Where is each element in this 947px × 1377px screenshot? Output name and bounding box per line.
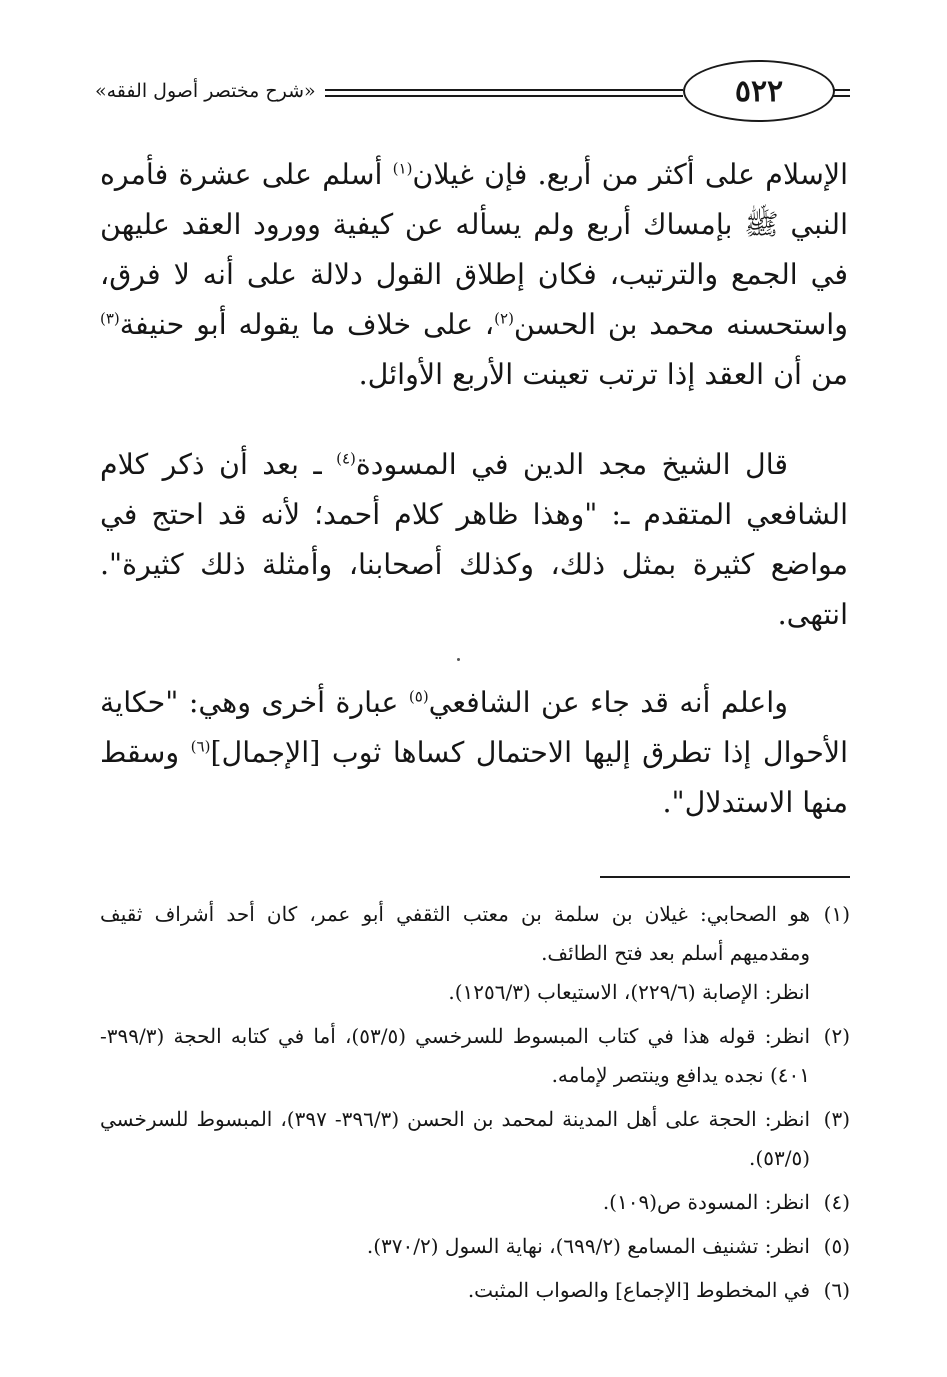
footnote-ref-6[interactable]: (٦) xyxy=(190,737,211,756)
text-run: ـ بعد أن ذكر كلام الشافعي المتقدم ـ: "وهذا ظاهر كلام أحمد؛ لأنه قد احتج في مواضع كثيرة بمثل ذلك، وكذلك أصحابنا، وأمثلة ذلك كثيرة". انتهى. xyxy=(100,448,848,631)
text-run: ، على خلاف ما يقوله أبو حنيفة xyxy=(119,308,495,341)
footnote-2 xyxy=(100,1017,850,1095)
footnote-line: هو الصحابي: غيلان بن سلمة بن معتب الثقفي أبو عمر، كان أحد أشراف ثقيف ومقدميهم أسلم بعد فتح الطائف. xyxy=(100,902,810,965)
footnote-number: (٥) xyxy=(823,1234,850,1258)
footnote-5 xyxy=(100,1227,850,1266)
footnote-line: انظر: تشنيف المسامع (٦٩٩/٢)، نهاية السول (٣٧٠/٢). xyxy=(366,1234,810,1258)
footnote-ref-5[interactable]: (٥) xyxy=(408,687,429,706)
footnote-ref-1[interactable]: (١) xyxy=(392,159,413,178)
paragraph-gap xyxy=(100,400,848,440)
scan-speck xyxy=(457,658,460,661)
text-run: واعلم أنه قد جاء عن الشافعي xyxy=(428,686,788,719)
footnote-number: (٤) xyxy=(823,1190,850,1214)
paragraph-3 xyxy=(100,678,848,828)
paragraph-1 xyxy=(100,150,848,400)
footnote-number: (٢) xyxy=(823,1024,850,1048)
paragraph-gap xyxy=(100,640,848,678)
footnote-body xyxy=(100,895,810,1012)
text-run: عبارة أخرى وهي: "حكاية الأحوال إذا تطرق إليها الاحتمال كساها ثوب [الإجمال] xyxy=(100,686,849,769)
footnote-line: انظر: قوله هذا في كتاب المبسوط للسرخسي (٥٣/٥)، أما في كتابه الحجة (٣٩٩/٣- ٤٠١) نجده يدافع وينتصر لإمامه. xyxy=(100,1024,811,1087)
footnote-ref-4[interactable]: (٤) xyxy=(336,449,356,468)
footnote-1 xyxy=(100,895,850,1012)
text-run: أسلم على عشرة فأمره النبي ﷺ بإمساك أربع ولم يسأله عن كيفية وورود العقد عليهن في الجمع والترتيب، فكان إطلاق القول دلالة على أنه لا فرق، واستحسنه محمد بن الحسن xyxy=(100,158,848,341)
footnote-line: انظر: الحجة على أهل المدينة لمحمد بن الحسن (٣٩٦/٣- ٣٩٧)، المبسوط للسرخسي (٥٣/٥). xyxy=(100,1107,811,1170)
footnote-6 xyxy=(100,1271,850,1310)
main-text xyxy=(100,150,848,828)
paragraph-2 xyxy=(100,440,848,640)
text-run: من أن العقد إذا ترتب تعينت الأربع الأوائل. xyxy=(358,358,848,391)
text-run: الإسلام على أكثر من أربع. فإن غيلان xyxy=(412,158,848,191)
header-rule-left-bottom xyxy=(325,95,683,97)
footnote-body xyxy=(100,1271,810,1310)
footnote-line: في المخطوط [الإجماع] والصواب المثبت. xyxy=(467,1278,810,1302)
footnote-4 xyxy=(100,1183,850,1222)
footnote-body xyxy=(100,1183,810,1222)
footnote-3 xyxy=(100,1100,850,1178)
footnote-number: (١) xyxy=(823,902,850,926)
footnote-body xyxy=(100,1227,810,1266)
footnote-number: (٦) xyxy=(823,1278,850,1302)
footnote-divider xyxy=(600,876,850,878)
footnote-ref-3[interactable]: (٣) xyxy=(100,309,120,328)
footnote-line: انظر: الإصابة (٢٢٩/٦)، الاستيعاب (١٢٥٦/٣). xyxy=(448,980,810,1004)
header-rule-left-top xyxy=(325,89,683,91)
text-run: قال الشيخ مجد الدين في المسودة xyxy=(355,448,788,481)
page-number: ٥٢٢ xyxy=(683,60,835,122)
footnote-line: انظر: المسودة ص(١٠٩). xyxy=(602,1190,810,1214)
footnote-body xyxy=(100,1017,810,1095)
book-title: «شرح مختصر أصول الفقه» xyxy=(95,80,316,102)
footnotes xyxy=(100,895,850,1315)
footnote-body xyxy=(100,1100,810,1178)
footnote-number: (٣) xyxy=(823,1107,850,1131)
footnote-ref-2[interactable]: (٢) xyxy=(494,309,514,328)
running-header xyxy=(95,58,850,128)
text-run: وسقط منها الاستدلال". xyxy=(100,736,848,819)
